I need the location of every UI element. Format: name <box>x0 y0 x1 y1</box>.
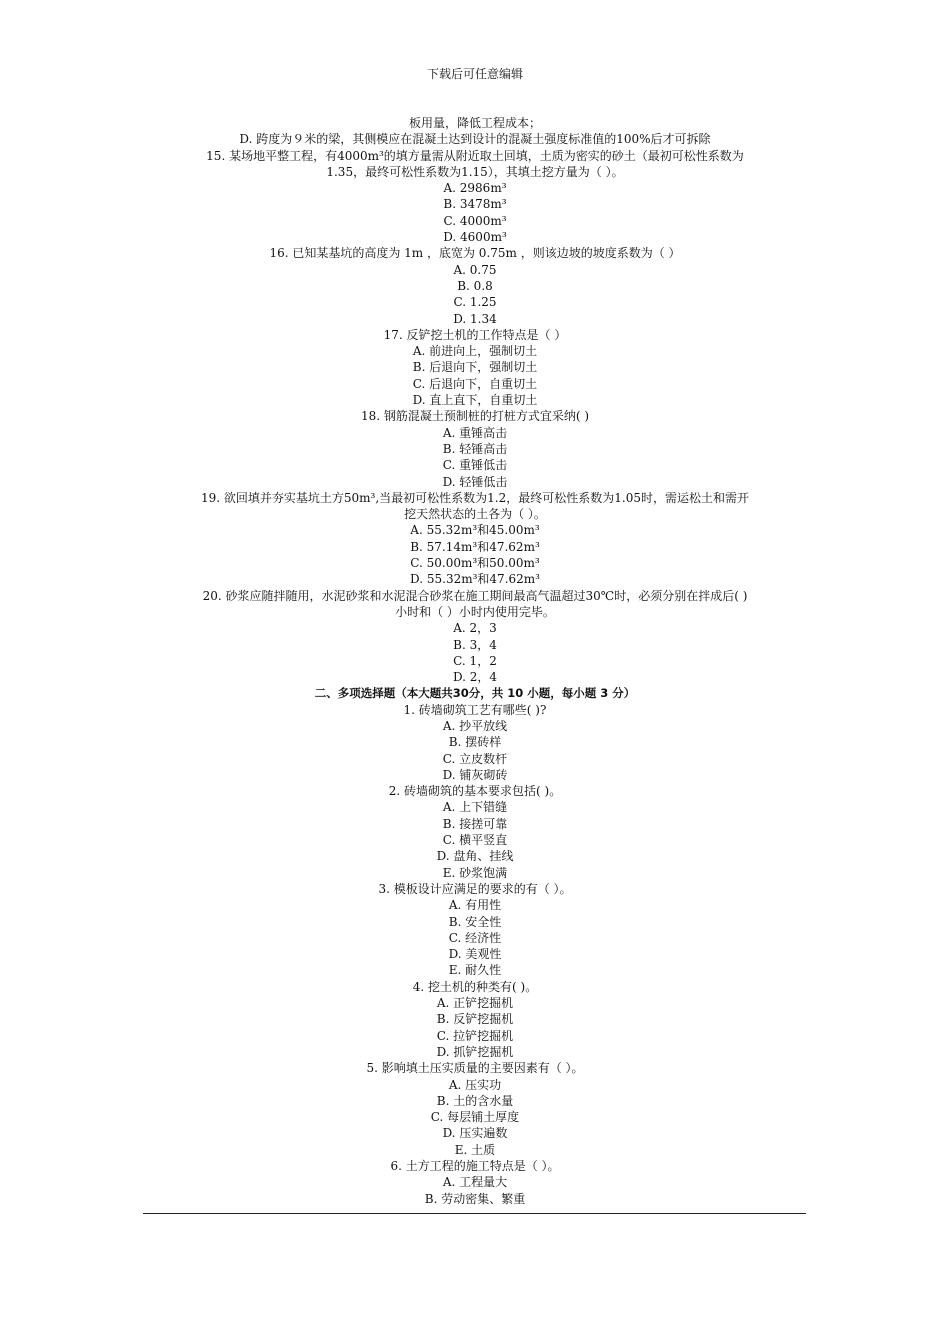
footer-divider <box>143 1213 806 1214</box>
text-line: D. 4600m³ <box>443 230 507 245</box>
text-line: D. 美观性 <box>448 947 502 962</box>
text-line: A. 工程量大 <box>442 1175 508 1190</box>
text-line: D. 55.32m³和47.62m³ <box>410 572 540 587</box>
text-line: A. 55.32m³和45.00m³ <box>410 523 540 538</box>
text-line: E. 土质 <box>454 1142 496 1157</box>
text-line: B. 0.8 <box>457 278 493 293</box>
text-line: D. 2，4 <box>452 670 498 685</box>
text-line: A. 有用性 <box>448 898 502 913</box>
text-line: C. 1.25 <box>453 295 497 310</box>
text-line: 3. 模板设计应满足的要求的有（ ）。 <box>378 881 572 896</box>
text-line: C. 拉铲挖掘机 <box>436 1028 514 1043</box>
text-line: B. 反铲挖掘机 <box>436 1012 514 1027</box>
text-line: A. 0.75 <box>453 262 497 277</box>
text-line: 1.35，最终可松性系数为1.15），其填土挖方量为（ ）。 <box>326 164 624 179</box>
text-line: 4. 挖土机的种类有( )。 <box>412 979 538 994</box>
text-line: 18. 钢筋混凝土预制桩的打桩方式宜采纳( ) <box>360 409 590 424</box>
text-line: C. 立皮数杆 <box>442 751 508 766</box>
text-line: E. 砂浆饱满 <box>442 865 508 880</box>
text-line: B. 57.14m³和47.62m³ <box>410 539 540 554</box>
text-line: D. 直上直下，自重切土 <box>412 393 538 408</box>
text-line: C. 重锤低击 <box>442 458 508 473</box>
text-line: A. 重锤高击 <box>442 425 508 440</box>
text-line: B. 摆砖样 <box>448 735 502 750</box>
text-line: A. 抄平放线 <box>442 718 508 733</box>
text-line: B. 轻锤高击 <box>442 441 508 456</box>
page-header: 下载后可任意编辑 <box>426 67 523 81</box>
text-line: 16. 已知某基坑的高度为 1m ，底宽为 0.75m ，则该边坡的坡度系数为（ ） <box>269 246 681 261</box>
text-line: C. 4000m³ <box>443 213 507 228</box>
text-line: C. 50.00m³和50.00m³ <box>410 556 540 571</box>
text-line: B. 后退向下，强制切土 <box>412 360 538 375</box>
text-line: D. 铺灰砌砖 <box>442 767 508 782</box>
text-line: 17. 反铲挖土机的工作特点是（ ） <box>383 327 567 342</box>
text-line: A. 正铲挖掘机 <box>436 996 514 1011</box>
text-line: 1. 砖墙砌筑工艺有哪些( )? <box>403 702 547 717</box>
text-line: B. 安全性 <box>448 914 502 929</box>
text-line: D. 1.34 <box>453 311 497 326</box>
text-line: 6. 土方工程的施工特点是（ ）。 <box>390 1159 560 1173</box>
text-line: 5. 影响填土压实质量的主要因素有（ ）。 <box>366 1061 584 1076</box>
text-line: 20. 砂浆应随拌随用，水泥砂浆和水泥混合砂浆在施工期间最高气温超过30℃时，必须分别在拌成后( ) <box>202 588 748 603</box>
text-line: C. 经济性 <box>448 930 502 945</box>
text-line: C. 横平竖直 <box>442 833 508 848</box>
text-line: E. 耐久性 <box>448 963 502 978</box>
text-line: 小时和（ ）小时内使用完毕。 <box>395 604 555 619</box>
text-line: A. 上下错缝 <box>442 800 508 815</box>
text-line: 19. 欲回填并夯实基坑土方50m³,当最初可松性系数为1.2，最终可松性系数为1.05时，需运松土和需开 <box>201 490 749 505</box>
document-body <box>142 115 808 1207</box>
text-line: A. 2986m³ <box>443 181 507 196</box>
text-line: 板用量，降低工程成本； <box>408 116 541 130</box>
text-line: C. 后退向下，自重切土 <box>412 376 538 391</box>
text-line: 15. 某场地平整工程，有4000m³的填方量需从附近取土回填，土质为密实的砂土（最初可松性系数为 <box>206 148 744 163</box>
text-line: 挖天然状态的土各为（ ）。 <box>404 507 546 522</box>
text-line: D. 跨度为９米的梁，其侧模应在混凝土达到设计的混凝土强度标准值的100%后才可拆除 <box>239 132 711 147</box>
section-heading: 二、多项选择题（本大题共30分，共 10 小题，每小题 3 分） <box>314 686 636 701</box>
text-line: 2. 砖墙砌筑的基本要求包括( )。 <box>388 784 562 799</box>
text-line: D. 轻锤低击 <box>442 474 508 489</box>
text-line: B. 接搓可靠 <box>442 816 508 831</box>
text-line: A. 压实功 <box>448 1077 502 1092</box>
text-line: D. 盘角、挂线 <box>436 849 514 864</box>
text-line: C. 1，2 <box>453 653 497 668</box>
text-line: D. 抓铲挖掘机 <box>436 1044 514 1059</box>
text-line: B. 3，4 <box>453 637 497 652</box>
text-line: D. 压实遍数 <box>442 1126 508 1141</box>
text-line: C. 每层铺土厚度 <box>430 1110 520 1125</box>
text-line: B. 3478m³ <box>443 197 507 212</box>
text-line: B. 土的含水量 <box>436 1093 514 1108</box>
text-line: A. 2，3 <box>453 621 497 636</box>
text-line: B. 劳动密集、繁重 <box>424 1191 526 1206</box>
text-line: A. 前进向上，强制切土 <box>412 344 538 359</box>
